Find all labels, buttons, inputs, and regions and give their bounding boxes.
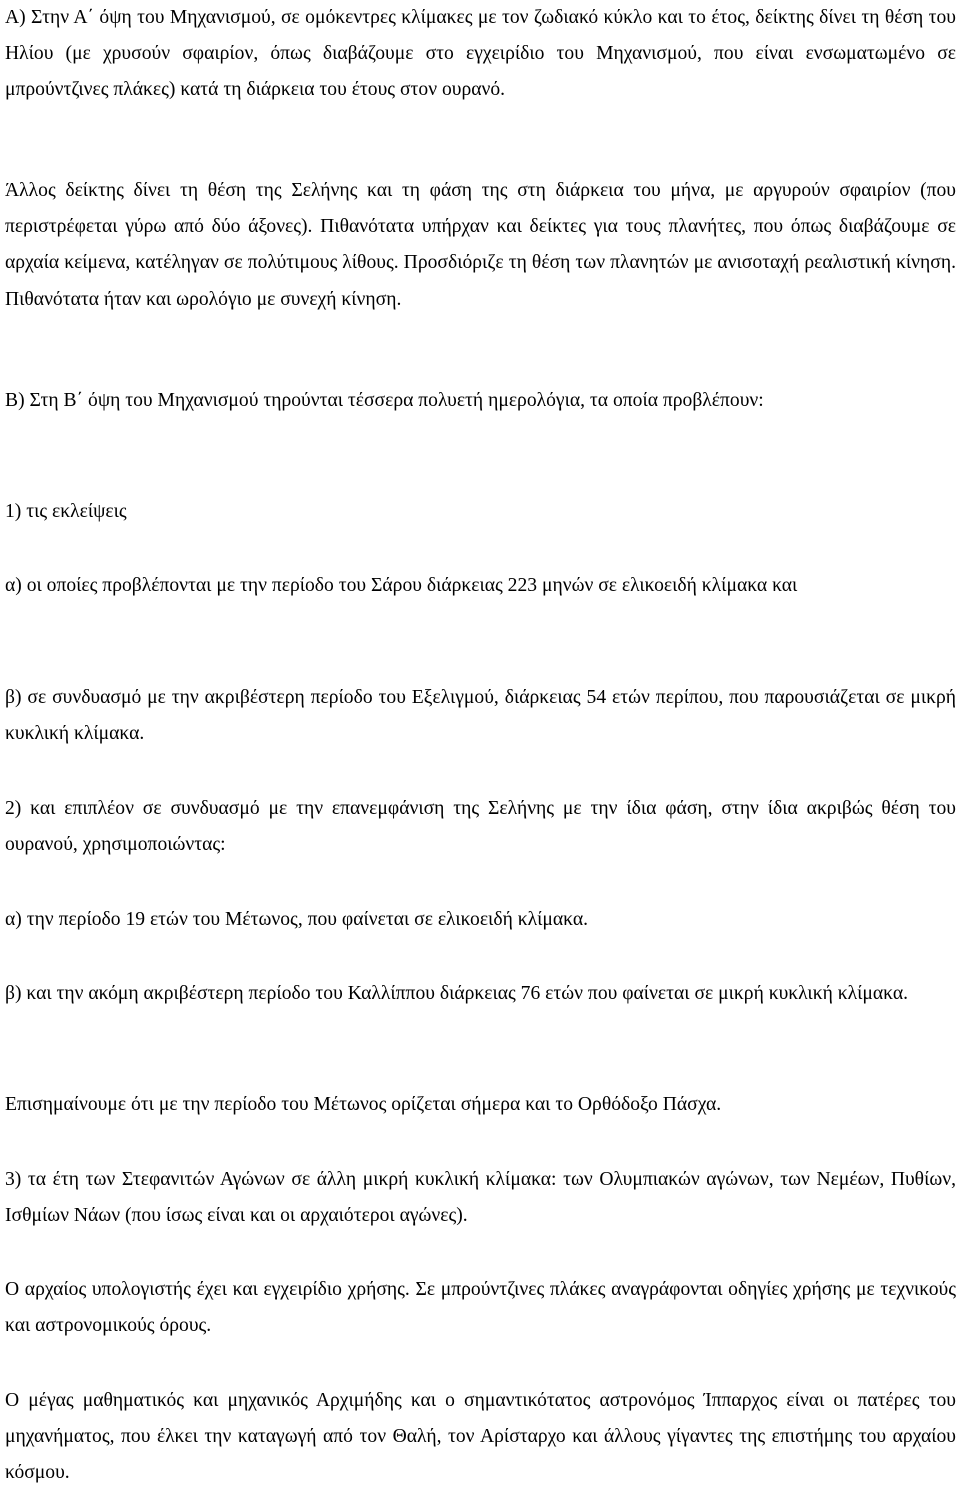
paragraph-games: 3) τα έτη των Στεφανιτών Αγώνων σε άλλη μικρή κυκλική κλίμακα: των Ολυμπιακών αγώνων, των Νεμέων, Πυθίων, Ισθμίων Νάων (που ίσως είναι και οι αρχαιότεροι αγώνες).: [5, 1169, 956, 1227]
paragraph-inventors: Ο μέγας μαθηματικός και μηχανικός Αρχιμήδης και ο σημαντικότατος αστρονόμος Ίππαρχος είναι οι πατέρες του μηχανήματος, που έλκει την καταγωγή από τον Θαλή, τον Αρίσταρχο και άλλους γίγαντες της επιστήμης του αρχαίου κόσμου.: [5, 1390, 956, 1484]
paragraph-eclipses: 1) τις εκλείψεις: [5, 501, 127, 522]
paragraph-exeligmos: β) σε συνδυασμό με την ακριβέστερη περίοδο του Εξελιγμού, διάρκειας 54 ετών περίπου, που παρουσιάζεται σε μικρή κυκλική κλίμακα.: [5, 687, 956, 745]
paragraph-easter: Επισημαίνουμε ότι με την περίοδο του Μέτωνος ορίζεται σήμερα και το Ορθόδοξο Πάσχα.: [5, 1094, 722, 1115]
paragraph-saros: α) οι οποίες προβλέπονται με την περίοδο του Σάρου διάρκειας 223 μηνών σε ελικοειδή κλίμακα και: [5, 575, 798, 596]
paragraph-callippic: β) και την ακόμη ακριβέστερη περίοδο του Καλλίππου διάρκειας 76 ετών που φαίνεται σε μικρή κυκλική κλίμακα.: [5, 983, 909, 1004]
paragraph-a-sun-indicator: Α) Στην Α΄ όψη του Μηχανισμού, σε ομόκεντρες κλίμακες με τον ζωδιακό κύκλο και το έτος, δείκτης δίνει τη θέση του Ηλίου (με χρυσούν σφαιρίον, όπως διαβάζουμε στο εγχειρίδιο του Μηχανισμού, που είναι ενσωματωμένο σε μπρούντζινες πλάκες) κατά τη διάρκεια του έτους στον ουρανό.: [5, 7, 956, 101]
paragraph-metonic: α) την περίοδο 19 ετών του Μέτωνος, που φαίνεται σε ελικοειδή κλίμακα.: [5, 909, 588, 930]
paragraph-moon-phase: 2) και επιπλέον σε συνδυασμό με την επανεμφάνιση της Σελήνης με την ίδια φάση, στην ίδια ακριβώς θέση του ουρανού, χρησιμοποιώντας:: [5, 798, 956, 856]
paragraph-moon-indicator: Άλλος δείκτης δίνει τη θέση της Σελήνης και τη φάση της στη διάρκεια του μήνα, με αργυρούν σφαιρίον (που περιστρέφεται γύρω από δύο άξονες). Πιθανότατα υπήρχαν και δείκτες για τους πλανήτες, που όπως διαβάζουμε σε αρχαία κείμενα, κατέληγαν σε πολύτιμους λίθους. Προσδιόριζε τη θέση των πλανητών με ανισοταχή ρεαλιστική κίνηση. Πιθανότατα ήταν και ωρολόγιο με συνεχή κίνηση.: [5, 180, 956, 310]
paragraph-manual: Ο αρχαίος υπολογιστής έχει και εγχειρίδιο χρήσης. Σε μπρούντζινες πλάκες αναγράφονται οδηγίες χρήσης με τεχνικούς και αστρονομικούς όρους.: [5, 1279, 956, 1337]
paragraph-b-calendars: Β) Στη Β΄ όψη του Μηχανισμού τηρούνται τέσσερα πολυετή ημερολόγια, τα οποία προβλέπουν:: [5, 390, 764, 411]
